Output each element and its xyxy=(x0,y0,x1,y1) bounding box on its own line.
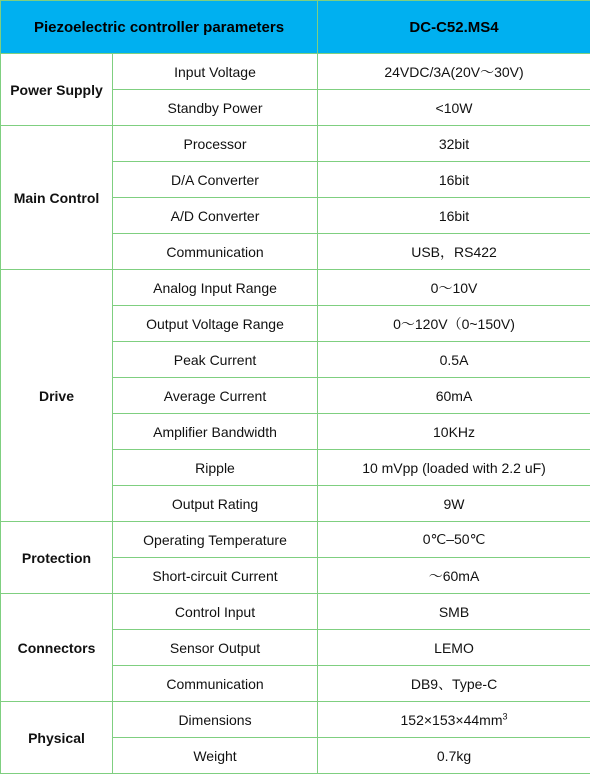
parameter-name: D/A Converter xyxy=(113,162,318,198)
parameter-name: Output Rating xyxy=(113,486,318,522)
parameter-value-text: 0℃–50℃ xyxy=(422,531,486,547)
parameter-name: Operating Temperature xyxy=(113,522,318,558)
parameter-value xyxy=(318,342,590,378)
parameter-value xyxy=(318,594,590,630)
group-label: Physical xyxy=(1,702,113,774)
table-row xyxy=(1,126,590,162)
parameter-value-text: 16bit xyxy=(438,207,470,224)
parameter-value xyxy=(318,558,590,594)
parameter-value-text: 16bit xyxy=(438,171,470,188)
parameter-name: Dimensions xyxy=(113,702,318,738)
parameter-value xyxy=(318,486,590,522)
parameter-name: Processor xyxy=(113,126,318,162)
parameter-name: Average Current xyxy=(113,378,318,414)
parameter-value-text: SMB xyxy=(438,603,470,620)
parameter-name: Sensor Output xyxy=(113,630,318,666)
parameter-value-text: <10W xyxy=(435,99,473,116)
parameter-value xyxy=(318,270,590,306)
parameter-name: Communication xyxy=(113,234,318,270)
parameter-value xyxy=(318,54,590,90)
parameter-value-text: 0～10V xyxy=(430,279,478,296)
parameter-value-text: 32bit xyxy=(438,135,470,152)
parameter-value xyxy=(318,522,590,558)
parameter-name: Short-circuit Current xyxy=(113,558,318,594)
parameter-value-text: USB，RS422 xyxy=(411,243,497,260)
parameter-value xyxy=(318,414,590,450)
parameter-value xyxy=(318,702,590,738)
parameter-value xyxy=(318,630,590,666)
parameter-name: Peak Current xyxy=(113,342,318,378)
unit-superscript: 3 xyxy=(502,710,508,721)
parameter-value xyxy=(318,738,590,774)
parameter-value xyxy=(318,450,590,486)
parameter-value-text: ～60mA xyxy=(428,567,480,584)
parameter-name: Amplifier Bandwidth xyxy=(113,414,318,450)
parameter-name: Ripple xyxy=(113,450,318,486)
parameter-value xyxy=(318,126,590,162)
parameter-value-text: LEMO xyxy=(434,639,474,656)
parameter-value-text: 10 mVpp (loaded with 2.2 uF) xyxy=(362,459,546,476)
parameter-value xyxy=(318,306,590,342)
table-row xyxy=(1,54,590,90)
parameter-value xyxy=(318,666,590,702)
parameter-name: Analog Input Range xyxy=(113,270,318,306)
group-label: Power Supply xyxy=(1,54,113,126)
group-label: Protection xyxy=(1,522,113,594)
parameter-name: Weight xyxy=(113,738,318,774)
table-row xyxy=(1,270,590,306)
parameter-value-text: DB9、Type-C xyxy=(410,675,498,692)
parameter-name: Input Voltage xyxy=(113,54,318,90)
parameter-value xyxy=(318,378,590,414)
parameter-name: Control Input xyxy=(113,594,318,630)
table-row xyxy=(1,702,590,738)
parameter-value xyxy=(318,234,590,270)
parameter-value-text: 0～120V（0~150V) xyxy=(393,315,515,332)
parameter-name: A/D Converter xyxy=(113,198,318,234)
parameter-value xyxy=(318,90,590,126)
parameter-name: Output Voltage Range xyxy=(113,306,318,342)
parameter-name: Standby Power xyxy=(113,90,318,126)
header-model: DC-C52.MS4 xyxy=(318,1,590,54)
group-label: Connectors xyxy=(1,594,113,702)
parameter-value-text: 0.7kg xyxy=(436,747,472,764)
header-title: Piezoelectric controller parameters xyxy=(1,1,318,54)
parameter-name: Communication xyxy=(113,666,318,702)
parameter-value-text: 152×153×44mm xyxy=(400,711,503,728)
group-label: Drive xyxy=(1,270,113,522)
table-row xyxy=(1,594,590,630)
parameter-value-text: 0.5A xyxy=(439,351,469,368)
table-body xyxy=(1,54,590,774)
parameter-value-text: 24VDC/3A(20V～30V) xyxy=(384,63,524,80)
parameter-value xyxy=(318,162,590,198)
group-label: Main Control xyxy=(1,126,113,270)
table-header-row xyxy=(1,1,590,54)
parameter-value-text: 10KHz xyxy=(433,423,476,440)
parameter-value-text: 60mA xyxy=(435,387,473,404)
parameter-value xyxy=(318,198,590,234)
table-row xyxy=(1,522,590,558)
parameter-value-text: 9W xyxy=(443,495,465,512)
